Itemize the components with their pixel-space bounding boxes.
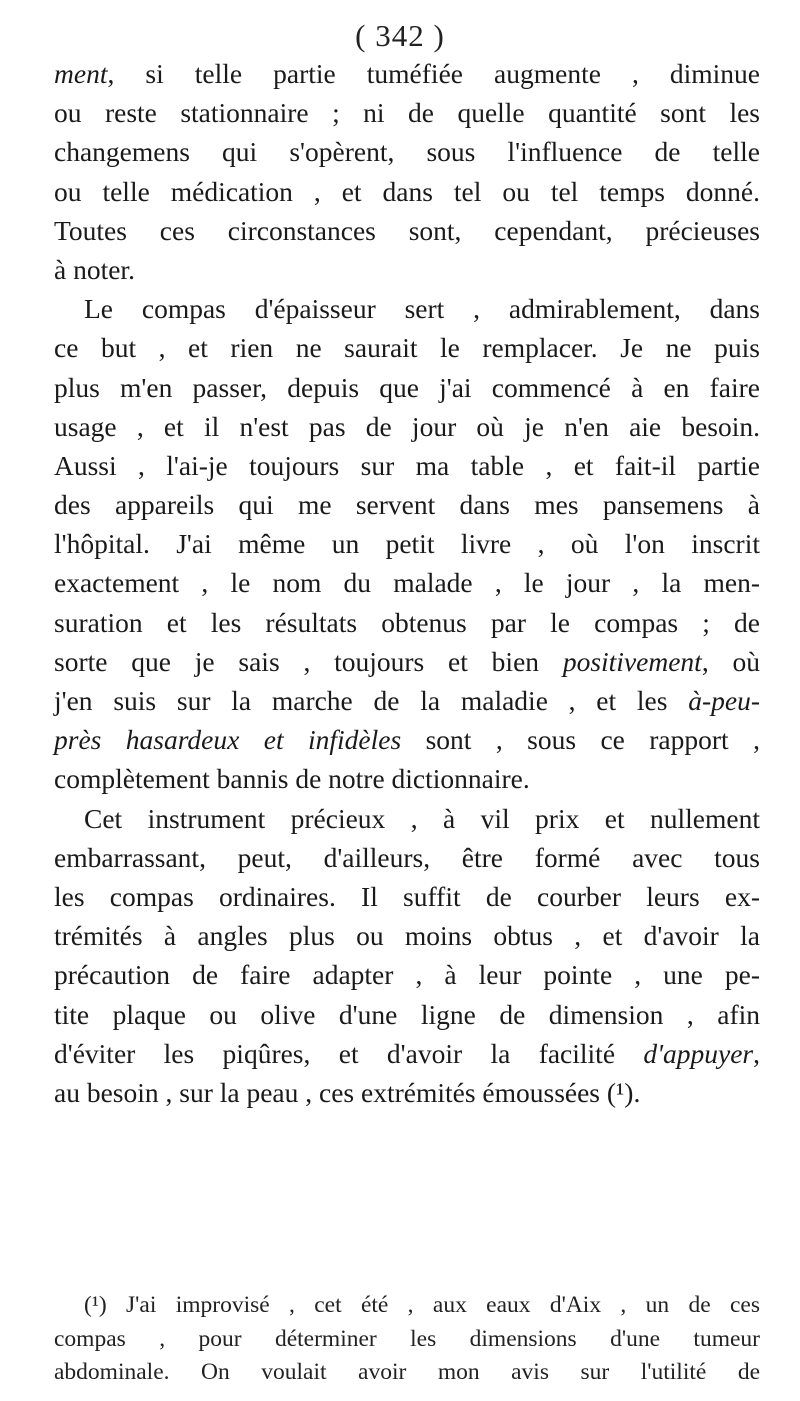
footnote-line: (¹) J'ai improvisé , cet été , aux eaux d'Aix , un de ces <box>84 1292 760 1318</box>
text-run: complètement bannis de notre dictionnaire. <box>54 763 530 795</box>
text-run: des appareils qui me servent dans mes pansemens à <box>54 489 760 521</box>
paragraph-2 <box>54 289 760 798</box>
text-run: ce but , et rien ne saurait le remplacer. Je ne puis <box>54 332 760 364</box>
text-run: tite plaque ou olive d'une ligne de dimension , afin <box>54 998 760 1030</box>
text-line <box>54 289 760 328</box>
text-line <box>54 642 760 681</box>
page-number-header: ( 342 ) <box>355 18 445 53</box>
footnote-line: compas , pour déterminer les dimensions d'une tumeur <box>54 1325 760 1352</box>
text-line <box>54 916 760 955</box>
text-line <box>54 759 760 798</box>
text-line <box>54 799 760 838</box>
paragraph-1 <box>54 54 760 289</box>
text-line <box>54 524 760 563</box>
text-run: usage , et il n'est pas de jour où je n'en aie besoin. <box>54 410 760 442</box>
text-line <box>54 407 760 446</box>
text-run: ou telle médication , et dans tel ou tel temps donné. <box>54 175 760 207</box>
text-run: l'hôpital. J'ai même un petit livre , où l'on inscrit <box>54 528 760 560</box>
text-line <box>54 211 760 250</box>
text-line <box>54 132 760 171</box>
text-line <box>54 603 760 642</box>
text-line <box>54 446 760 485</box>
text-run: , si telle partie tuméfiée augmente , diminue <box>107 58 760 89</box>
text-run: exactement , le nom du malade , le jour , la men- <box>54 567 760 599</box>
text-run: embarrassant, peut, d'ailleurs, être formé avec tous <box>54 841 760 873</box>
text-line <box>54 720 760 759</box>
text-run: au besoin , sur la peau , ces extrémités émoussées (¹). <box>54 1076 641 1108</box>
text-line <box>54 877 760 916</box>
text-line <box>54 563 760 602</box>
text-run: précaution de faire adapter , à leur pointe , une pe- <box>54 959 760 991</box>
body-text <box>54 54 760 1112</box>
italic-text: d'appuyer <box>643 1037 754 1069</box>
text-run: sorte que je sais , toujours et bien <box>54 645 563 677</box>
footnote <box>54 1289 760 1390</box>
footnote-line: abdominale. On voulait avoir mon avis sur l'utilité de <box>54 1359 760 1385</box>
text-run: sont , sous ce rapport , <box>401 724 760 756</box>
text-line <box>54 328 760 367</box>
text-run: les compas ordinaires. Il suffit de courber leurs ex- <box>54 880 760 912</box>
text-run: , <box>753 1037 760 1069</box>
paragraph-3 <box>54 799 760 1113</box>
text-line <box>54 250 760 289</box>
text-line <box>54 995 760 1034</box>
text-run: ou reste stationnaire ; ni de quelle quantité sont les <box>54 97 760 129</box>
italic-text: à-peu- <box>688 685 760 716</box>
italic-text: ment <box>54 58 108 89</box>
text-run: trémités à angles plus ou moins obtus , et d'avoir la <box>54 920 760 952</box>
text-line <box>54 838 760 877</box>
text-run: j'en suis sur la marche de la maladie , et les <box>54 685 689 716</box>
text-run: plus m'en passer, depuis que j'ai commencé à en faire <box>54 371 760 403</box>
text-line <box>54 54 760 93</box>
text-line <box>54 172 760 211</box>
text-run: Toutes ces circonstances sont, cependant, précieuses <box>54 214 760 246</box>
text-run: à noter. <box>54 253 135 285</box>
text-line <box>54 1073 760 1112</box>
text-line <box>54 955 760 994</box>
text-line <box>54 1034 760 1073</box>
text-run: changemens qui s'opèrent, sous l'influence de telle <box>54 136 760 168</box>
italic-text: près hasardeux et infidèles <box>54 724 402 756</box>
text-run: Aussi , l'ai-je toujours sur ma table , et fait-il partie <box>54 449 760 481</box>
text-run: d'éviter les piqûres, et d'avoir la facilité <box>54 1037 644 1069</box>
text-run: Le compas d'épaisseur sert , admirablement, dans <box>84 293 760 325</box>
text-line <box>54 485 760 524</box>
text-run: suration et les résultats obtenus par le compas ; de <box>54 606 760 638</box>
text-run: Cet instrument précieux , à vil prix et nullement <box>84 802 760 834</box>
text-run: , où <box>701 645 760 677</box>
text-line <box>54 93 760 132</box>
text-line <box>54 681 760 720</box>
italic-text: positivement <box>562 645 702 677</box>
text-line <box>54 368 760 407</box>
